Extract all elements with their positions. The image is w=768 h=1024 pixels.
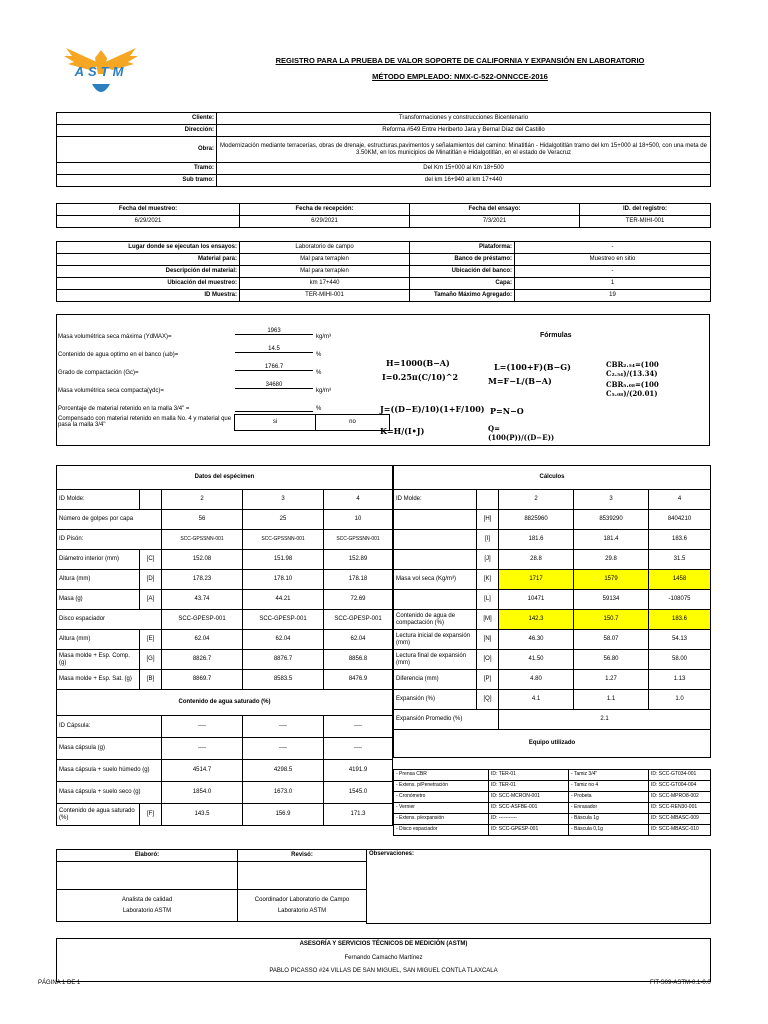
formula-q: Q=(100(P))/((D−E)) xyxy=(488,424,555,442)
calc-id-molde-1: 2 xyxy=(499,490,574,510)
sample-table xyxy=(56,241,711,302)
golpes-1: 56 xyxy=(162,510,243,530)
specimen-table xyxy=(56,465,393,826)
ubic-muestreo-value: km 17+440 xyxy=(240,278,410,290)
descripcion-value: Mal para terraplen xyxy=(240,266,410,278)
tramo-label: Tramo: xyxy=(57,163,217,175)
mm-sat-label: Masa molde + Esp. Sat. (g) xyxy=(57,670,140,690)
mm-comp-3: 8856.8 xyxy=(324,650,393,670)
id-molde-label: ID Molde: xyxy=(57,490,140,510)
eq-3-id2: ID: SCC-MPRO8-002 xyxy=(649,792,711,803)
contenido-2: 156.9 xyxy=(243,804,324,826)
eq-3-name: - Cronómetro xyxy=(394,792,489,803)
material-value: Mal para terraplen xyxy=(240,254,410,266)
eq-3-id: ID: SCC-MCRON-001 xyxy=(489,792,569,803)
l-key: [L] xyxy=(477,590,499,610)
h-key: [H] xyxy=(477,510,499,530)
mm-comp-1: 8826.7 xyxy=(162,650,243,670)
mm-comp-2: 8876.7 xyxy=(243,650,324,670)
contenido-label: Contenido de agua saturado (%) xyxy=(57,804,140,826)
p-key: [P] xyxy=(477,670,499,690)
n-label: Lectura inicial de expansión (mm) xyxy=(394,630,477,650)
ydmax-value: 1963 xyxy=(235,328,313,335)
formula-m: M=F−L/(B−A) xyxy=(488,376,552,386)
calc-id-molde-2: 3 xyxy=(574,490,649,510)
golpes-label: Número de golpes por capa xyxy=(57,510,162,530)
diam-2: 151.98 xyxy=(243,550,324,570)
eq-6-id2: ID: SCC-MBASC-010 xyxy=(649,825,711,836)
formula-l: L=(100+F)(B−G) xyxy=(494,362,571,372)
reviso-name: Coordinador Laboratorio de Campo xyxy=(254,896,350,903)
altura-key: [D] xyxy=(140,570,162,590)
q-2: 1.1 xyxy=(574,690,649,710)
l-1: 10471 xyxy=(499,590,574,610)
eq-1-id: ID: TER-01 xyxy=(489,770,569,781)
seco-3: 1545.0 xyxy=(324,782,393,804)
altura-1: 178.23 xyxy=(162,570,243,590)
k-3: 1458 xyxy=(649,570,711,590)
eq-1-name2: - Tamiz 3/4" xyxy=(569,770,649,781)
disco-label: Disco espaciador xyxy=(57,610,162,630)
humedo-3: 4191.9 xyxy=(324,760,393,782)
lugar-label: Lugar donde se ejecutan los ensayos: xyxy=(57,242,240,254)
calc-title: Cálculos xyxy=(394,466,711,490)
ydc-unit: kg/m³ xyxy=(316,388,331,394)
wopt-unit: % xyxy=(316,352,322,358)
gc-label: Grado de compactación (Gc)= xyxy=(58,370,139,376)
project-table xyxy=(56,112,711,187)
eq-6-id: ID: SCC-GPESP-001 xyxy=(489,825,569,836)
j-2: 29.8 xyxy=(574,550,649,570)
seco-2: 1673.0 xyxy=(243,782,324,804)
eq-1-name: - Prensa CBR xyxy=(394,770,489,781)
mm-comp-label: Masa molde + Esp. Comp. (g) xyxy=(57,650,140,670)
q-3: 1.0 xyxy=(649,690,711,710)
footer-person: Fernando Camacho Martínez xyxy=(344,955,423,961)
altura-3: 178.18 xyxy=(324,570,393,590)
reviso-org: Laboratorio ASTM xyxy=(277,907,327,914)
h-2: 8539290 xyxy=(574,510,649,530)
mm-sat-2: 8583.5 xyxy=(243,670,324,690)
eq-2-id: ID: TER-01 xyxy=(489,781,569,792)
j-3: 31.5 xyxy=(649,550,711,570)
masa-2: 44.21 xyxy=(243,590,324,610)
n-key: [N] xyxy=(477,630,499,650)
specimen-title: Datos del espécimen xyxy=(57,466,393,490)
lugar-value: Laboratorio de campo xyxy=(240,242,410,254)
document-code: FIT-S09-ASTM-0.1-0.0 xyxy=(650,980,711,986)
q-1: 4.1 xyxy=(499,690,574,710)
equipment-table xyxy=(393,769,711,836)
seco-1: 1854.0 xyxy=(162,782,243,804)
eq-3-name2: - Probeta xyxy=(569,792,649,803)
astm-logo xyxy=(62,44,140,102)
h-3: 8404210 xyxy=(649,510,711,530)
eq-5-id: ID: ----------- xyxy=(489,814,569,825)
material-label: Material para: xyxy=(57,254,240,266)
l-2: 59134 xyxy=(574,590,649,610)
formula-i: I=0.25π(C/10)^2 xyxy=(382,372,459,382)
recepcion-value: 6/29/2021 xyxy=(240,216,410,228)
contenido-3: 171.3 xyxy=(324,804,393,826)
q-label: Expansión (%) xyxy=(394,690,477,710)
id-muestra-label: ID Muestra: xyxy=(57,290,240,302)
prom-value: 2.1 xyxy=(499,710,711,730)
eq-1-id2: ID: SCC-GT034-001 xyxy=(649,770,711,781)
i-3: 183.6 xyxy=(649,530,711,550)
humedo-2: 4298.5 xyxy=(243,760,324,782)
capa-value: 1 xyxy=(515,278,711,290)
retenido-unit: % xyxy=(316,406,322,412)
direccion-value: Reforma #549 Entre Heriberto Jara y Bernal Díaz del Castillo xyxy=(217,125,711,137)
h-1: 8825960 xyxy=(499,510,574,530)
plataforma-value: - xyxy=(515,242,711,254)
j-1: 28.8 xyxy=(499,550,574,570)
masa-capsula-3: ---- xyxy=(324,738,393,760)
ubic-banco-value: - xyxy=(515,266,711,278)
eq-4-id: ID: SCC-ASFBE-001 xyxy=(489,803,569,814)
eq-6-name: - Disco espaciador xyxy=(394,825,489,836)
mm-sat-3: 8476.9 xyxy=(324,670,393,690)
equipment-title: Equipo utilizado xyxy=(394,730,711,758)
wopt-label: Contenido de agua optimo en el banco (ωb)= xyxy=(58,352,179,358)
elaboro-label: Elaboró: xyxy=(57,850,238,862)
eq-2-name2: - Tamiz no 4 xyxy=(569,781,649,792)
eq-2-id2: ID: SCC-GT004-004 xyxy=(649,781,711,792)
ydmax-label: Masa volumétrica seca máxima (YdMAX)= xyxy=(58,334,172,340)
altura2-1: 62.04 xyxy=(162,630,243,650)
compensado-si: si xyxy=(235,415,316,431)
eq-4-name2: - Enrasador xyxy=(569,803,649,814)
formula-cbr254: CBR₂.₅₄=(100 C₂.₅₄)/(13.34) xyxy=(606,360,659,378)
muestreo-label: Fecha del muestreo: xyxy=(57,204,240,216)
cliente-label: Cliente: xyxy=(57,113,217,125)
i-2: 181.4 xyxy=(574,530,649,550)
dates-table xyxy=(56,203,711,228)
m-key: [M] xyxy=(477,610,499,630)
muestreo-value: 6/29/2021 xyxy=(57,216,240,228)
wopt-value: 14.5 xyxy=(235,346,313,353)
piston-2: SCC-GPSSNN-001 xyxy=(243,530,324,550)
observaciones-label: Observaciones: xyxy=(369,851,415,857)
compensado-label: Compensado con material retenido en malla No. 4 y material que pasa la malla 3/4" xyxy=(58,416,232,428)
banco-value: Muestreo en sitio xyxy=(515,254,711,266)
masa-label: Masa (g) xyxy=(57,590,140,610)
calc-id-molde-3: 4 xyxy=(649,490,711,510)
k-2: 1579 xyxy=(574,570,649,590)
observations-box xyxy=(366,849,711,924)
contenido-key: [F] xyxy=(140,804,162,826)
altura2-2: 62.04 xyxy=(243,630,324,650)
logo-text: ASTM xyxy=(74,64,128,79)
o-2: 56.80 xyxy=(574,650,649,670)
capsula-1: ---- xyxy=(162,716,243,738)
k-label: Masa vol seca (Kg/m³) xyxy=(394,570,477,590)
altura-2: 178.10 xyxy=(243,570,324,590)
elaboro-name: Analista de calidad xyxy=(121,896,173,903)
disco-2: SCC-GPESP-001 xyxy=(243,610,324,630)
humedo-label: Masa cápsula + suelo húmedo (g) xyxy=(57,760,162,782)
eq-6-name2: - Báscula 0,1g xyxy=(569,825,649,836)
ydc-value: 34680 xyxy=(235,382,313,389)
disco-1: SCC-GPESP-001 xyxy=(162,610,243,630)
p-3: 1.13 xyxy=(649,670,711,690)
ubic-banco-label: Ubicación del banco: xyxy=(410,266,515,278)
elaboro-signature-area xyxy=(57,862,238,890)
mm-sat-key: [B] xyxy=(140,670,162,690)
retenido-label: Porcentaje de material retenido en la malla 3/4" = xyxy=(58,406,190,412)
n-2: 58.07 xyxy=(574,630,649,650)
footer-company: ASESORÍA Y SERVICIOS TÉCNICOS DE MEDICIÓN (ASTM) xyxy=(299,941,468,947)
m-3: 183.6 xyxy=(649,610,711,630)
altura2-3: 62.04 xyxy=(324,630,393,650)
formula-p: P=N−O xyxy=(490,406,524,416)
n-3: 54.13 xyxy=(649,630,711,650)
ydc-label: Masa volumétrica seca compacta(ɣdc)= xyxy=(58,388,164,394)
contenido-1: 143.5 xyxy=(162,804,243,826)
diam-3: 152.89 xyxy=(324,550,393,570)
obra-value: Modernización mediante terracerías, obras de drenaje, estructuras,pavimentos y señalamientos del camino: Minatitlán - Hidalgotitlán tramo del km 15+000 al 18+500, con una meta de 3.50KM, en los municipios de Minatitlán e Hidalgotitlán, en el estado de Veracruz xyxy=(217,137,711,163)
k-1: 1717 xyxy=(499,570,574,590)
piston-3: SCC-GPSSNN-001 xyxy=(324,530,393,550)
eq-5-name: - Extens. p/expansión xyxy=(394,814,489,825)
compensado-table xyxy=(234,414,390,431)
disco-3: SCC-GPESP-001 xyxy=(324,610,393,630)
piston-label: ID Pisón: xyxy=(57,530,162,550)
tramo-value: Del Km 15+000 al Km 18+500 xyxy=(217,163,711,175)
altura-label: Altura (mm) xyxy=(57,570,140,590)
footer-address: PABLO PICASSO #24 VILLAS DE SAN MIGUEL, SAN MIGUEL CONTLA TLAXCALA xyxy=(269,968,498,974)
elaboro-cell xyxy=(57,890,238,922)
i-key: [I] xyxy=(477,530,499,550)
obra-label: Obra: xyxy=(57,137,217,163)
l-3: -108075 xyxy=(649,590,711,610)
capsula-3: ---- xyxy=(324,716,393,738)
reviso-cell xyxy=(238,890,367,922)
water-title: Contenido de agua saturado (%) xyxy=(57,690,393,716)
o-3: 58.00 xyxy=(649,650,711,670)
tamano-label: Tamaño Máximo Agregado: xyxy=(410,290,515,302)
eq-2-name: - Extens. p/Penetración xyxy=(394,781,489,792)
retenido-value xyxy=(235,411,313,412)
cliente-value: Transformaciones y construcciones Bicentenario xyxy=(217,113,711,125)
diam-key: [C] xyxy=(140,550,162,570)
eq-4-id2: ID: SCC-REN30-001 xyxy=(649,803,711,814)
eq-5-name2: - Báscula 1g xyxy=(569,814,649,825)
ensayo-value: 7/3/2021 xyxy=(410,216,580,228)
elaboro-org: Laboratorio ASTM xyxy=(122,907,172,914)
humedo-1: 4514.7 xyxy=(162,760,243,782)
k-key: [K] xyxy=(477,570,499,590)
page-number: PÁGINA 1 DE 1 xyxy=(38,980,81,986)
eq-5-id2: ID: SCC-MBASC-009 xyxy=(649,814,711,825)
mm-comp-key: [G] xyxy=(140,650,162,670)
p-2: 1.27 xyxy=(574,670,649,690)
eq-4-name: - Vernier xyxy=(394,803,489,814)
id-muestra-value: TER-MIHI-001 xyxy=(240,290,410,302)
capa-label: Capa: xyxy=(410,278,515,290)
capsula-2: ---- xyxy=(243,716,324,738)
golpes-3: 10 xyxy=(324,510,393,530)
o-1: 41.50 xyxy=(499,650,574,670)
m-label: Contenido de agua de compactación (%) xyxy=(394,610,477,630)
q-key: [Q] xyxy=(477,690,499,710)
gc-value: 1766.7 xyxy=(235,364,313,371)
o-label: Lectura final de expansión (mm) xyxy=(394,650,477,670)
ubic-muestreo-label: Ubicación del muestreo: xyxy=(57,278,240,290)
p-label: Diferencia (mm) xyxy=(394,670,477,690)
registro-value: TER-MIHI-001 xyxy=(580,216,711,228)
m-1: 142.3 xyxy=(499,610,574,630)
gc-unit: % xyxy=(316,370,322,376)
altura2-key: [E] xyxy=(140,630,162,650)
formula-h: H=1000(B−A) xyxy=(386,358,450,368)
ensayo-label: Fecha del ensayo: xyxy=(410,204,580,216)
formula-cbr508: CBR₅.₀₈=(100 C₅.₀₈)/(20.01) xyxy=(606,380,659,398)
direccion-label: Dirección: xyxy=(57,125,217,137)
tamano-value: 19 xyxy=(515,290,711,302)
diam-label: Diámetro interior (mm) xyxy=(57,550,140,570)
specimen-id-molde-2: 3 xyxy=(243,490,324,510)
o-key: [O] xyxy=(477,650,499,670)
reviso-label: Revisó: xyxy=(238,850,367,862)
piston-1: SCC-GPSSNN-001 xyxy=(162,530,243,550)
plataforma-label: Plataforma: xyxy=(410,242,515,254)
j-key: [J] xyxy=(477,550,499,570)
formulas-title: Fórmulas xyxy=(540,332,572,339)
i-1: 181.6 xyxy=(499,530,574,550)
signatures-table xyxy=(56,849,367,922)
masa-key: [A] xyxy=(140,590,162,610)
report-title: REGISTRO PARA LA PRUEBA DE VALOR SOPORTE DE CALIFORNIA Y EXPANSIÓN EN LABORATORIO xyxy=(275,56,645,65)
subtramo-label: Sub tramo: xyxy=(57,175,217,187)
masa-1: 43.74 xyxy=(162,590,243,610)
registro-label: ID. del registro: xyxy=(580,204,711,216)
calc-table xyxy=(393,465,711,758)
specimen-id-molde-1: 2 xyxy=(162,490,243,510)
golpes-2: 25 xyxy=(243,510,324,530)
specimen-id-molde-3: 4 xyxy=(324,490,393,510)
masa-3: 72.69 xyxy=(324,590,393,610)
altura2-label: Altura (mm) xyxy=(57,630,140,650)
mm-sat-1: 8869.7 xyxy=(162,670,243,690)
seco-label: Masa cápsula + suelo seco (g) xyxy=(57,782,162,804)
masa-capsula-2: ---- xyxy=(243,738,324,760)
calc-id-molde-label: ID Molde: xyxy=(394,490,477,510)
capsula-label: ID Cápsula: xyxy=(57,716,162,738)
report-method: MÉTODO EMPLEADO: NMX-C-522-ONNCCE-2016 xyxy=(372,72,548,81)
diam-1: 152.08 xyxy=(162,550,243,570)
p-1: 4.80 xyxy=(499,670,574,690)
m-2: 150.7 xyxy=(574,610,649,630)
n-1: 46.30 xyxy=(499,630,574,650)
subtramo-value: del km 16+940 al km 17+440 xyxy=(217,175,711,187)
reviso-signature-area xyxy=(238,862,367,890)
recepcion-label: Fecha de recepción: xyxy=(240,204,410,216)
compensado-no: no xyxy=(316,415,390,431)
banco-label: Banco de préstamo: xyxy=(410,254,515,266)
formula-k: K=H/(I•J) xyxy=(380,426,425,436)
formula-j: J=((D−E)/10)(1+F/100) xyxy=(380,404,485,414)
descripcion-label: Descripción del material: xyxy=(57,266,240,278)
ydmax-unit: kg/m³ xyxy=(316,334,331,340)
masa-capsula-label: Masa cápsula (g) xyxy=(57,738,162,760)
masa-capsula-1: ---- xyxy=(162,738,243,760)
prom-label: Expansión Promedio (%) xyxy=(394,710,499,730)
